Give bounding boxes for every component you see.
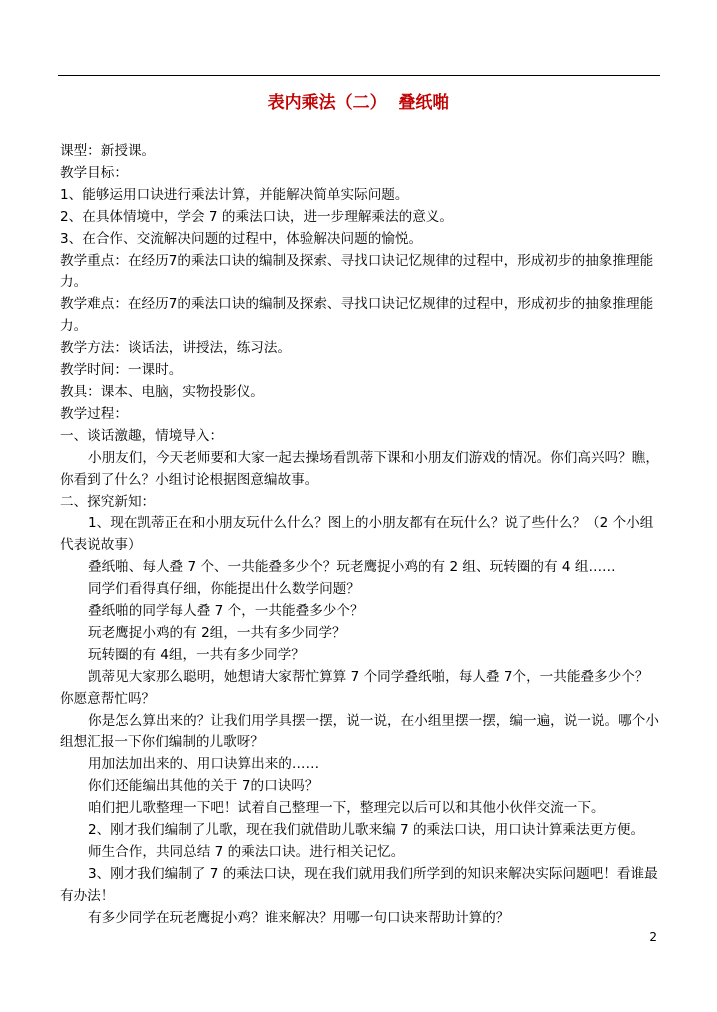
paragraph-line: 你们还能编出其他的关于 7的口诀吗？ (88, 778, 319, 795)
paragraph-line: 有多少同学在玩老鹰捉小鸡？谁来解决？用哪一句口诀来帮助计算的？ (88, 909, 510, 926)
paragraph-line: 1、能够运用口诀进行乘法计算，并能解决简单实际问题。 (60, 186, 409, 203)
paragraph-line: 叠纸啪、每人叠 7 个、一共能叠多少个？玩老鹰捉小鸡的有 2 组、玩转圈的有 4 组…… (88, 559, 616, 576)
document-title: 表内乘法（二） 叠纸啪 (267, 93, 450, 113)
paragraph-line: 3、刚才我们编制了 7 的乘法口诀，现在我们就用我们所学到的知识来解决实际问题吧！看谁最有办法！ (60, 865, 658, 904)
paragraph-line: 教学时间：一课时。 (60, 362, 183, 379)
paragraph-line: 教学方法：谈话法，讲授法，练习法。 (60, 340, 292, 357)
paragraph-line: 凯蒂见大家那么聪明，她想请大家帮忙算算 7 个同学叠纸啪，每人叠 7个，一共能叠多少个？你愿意帮忙吗？ (60, 668, 649, 707)
paragraph-line: 教学重点：在经历7的乘法口诀的编制及探索、寻找口诀记忆规律的过程中，形成初步的抽象推理能力。 (60, 252, 654, 291)
paragraph-line: 你是怎么算出来的？让我们用学具摆一摆，说一说，在小组里摆一摆，编一遍，说一说。哪个小组想汇报一下你们编制的儿歌呀？ (60, 712, 659, 751)
paragraph-line: 用加法加出来的、用口诀算出来的…… (88, 756, 320, 773)
paragraph-line: 教学难点：在经历7的乘法口诀的编制及探索、寻找口诀记忆规律的过程中，形成初步的抽象推理能力。 (60, 296, 654, 335)
paragraph-line: 咱们把儿歌整理一下吧！试着自己整理一下，整理完以后可以和其他小伙伴交流一下。 (88, 800, 605, 817)
paragraph-line: 玩转圈的有 4组，一共有多少同学？ (88, 646, 305, 663)
paragraph-line: 一、谈话激趣，情境导入： (60, 427, 224, 444)
paragraph-line: 教学过程： (60, 405, 128, 422)
paragraph-line: 课型：新授课。 (60, 143, 156, 159)
paragraph-line: 玩老鹰捉小鸡的有 2组，一共有多少同学？ (88, 624, 346, 641)
paragraph-line: 教学目标： (60, 164, 128, 181)
page-number: 2 (649, 930, 657, 944)
paragraph-line: 2、刚才我们编制了儿歌，现在我们就借助儿歌来编 7 的乘法口诀，用口诀计算乘法更方便。 (88, 822, 645, 839)
paragraph-line: 2、在具体情境中，学会 7 的乘法口诀，进一步理解乘法的意义。 (60, 208, 453, 225)
document-body (60, 141, 660, 930)
header-rule (58, 75, 660, 76)
paragraph-line: 1、现在凯蒂正在和小朋友玩什么什么？图上的小朋友都有在玩什么？说了些什么？（2 个小组代表说故事） (60, 515, 654, 554)
paragraph-line: 同学们看得真仔细，你能提出什么数学问题？ (88, 581, 360, 598)
paragraph-line: 师生合作，共同总结 7 的乘法口诀。进行相关记忆。 (88, 844, 405, 860)
paragraph-line: 二、探究新知： (60, 493, 156, 510)
paragraph-line: 小朋友们，今天老师要和大家一起去操场看凯蒂下课和小朋友们游戏的情况。你们高兴吗？瞧，你看到了什么？小组讨论根据图意编故事。 (60, 449, 659, 488)
paragraph-line: 3、在合作、交流解决问题的过程中，体验解决问题的愉悦。 (60, 230, 423, 247)
paragraph-line: 叠纸啪的同学每人叠 7 个，一共能叠多少个？ (88, 603, 364, 620)
paragraph-line: 教具：课本、电脑，实物投影仪。 (60, 383, 264, 400)
